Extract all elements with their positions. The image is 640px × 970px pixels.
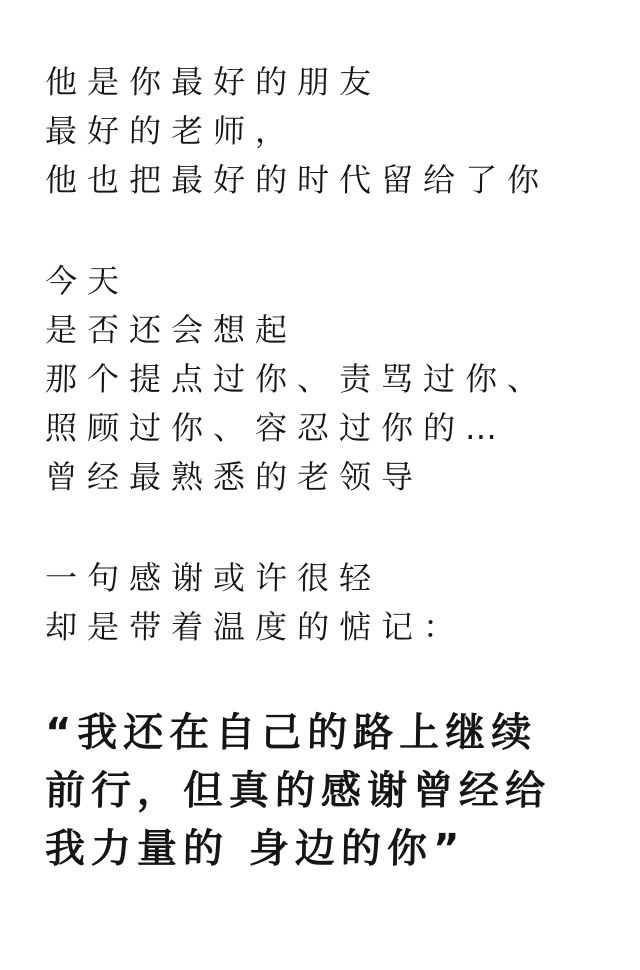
poem-line: 是否还会想起 — [44, 311, 298, 349]
poem-line: 他是你最好的朋友 — [44, 63, 382, 101]
poem-line: 最好的老师， — [44, 112, 298, 150]
poem-quote-line: “我还在自己的路上继续 — [44, 710, 538, 756]
poem-line: 今天 — [44, 262, 130, 300]
stanza-thanks-light — [45, 554, 610, 652]
stanza-today-remember — [45, 257, 610, 502]
poem-line: 他也把最好的时代留给了你 — [44, 161, 550, 199]
poem-line: 曾经最熟悉的老领导 — [44, 458, 424, 496]
poem-line: 那个提点过你、责骂过你、 — [44, 360, 550, 398]
poem-quote-line: 我力量的 身边的你” — [44, 826, 466, 872]
poem-quote-line: 前行，但真的感谢曾经给 — [44, 768, 552, 814]
poem-line: 照顾过你、容忍过你的… — [44, 409, 508, 447]
poem-line: 一句感谢或许很轻 — [44, 559, 382, 597]
stanza-quote — [45, 704, 610, 878]
stanza-friend-teacher — [45, 58, 610, 205]
poem-line: 却是带着温度的惦记： — [44, 608, 466, 646]
